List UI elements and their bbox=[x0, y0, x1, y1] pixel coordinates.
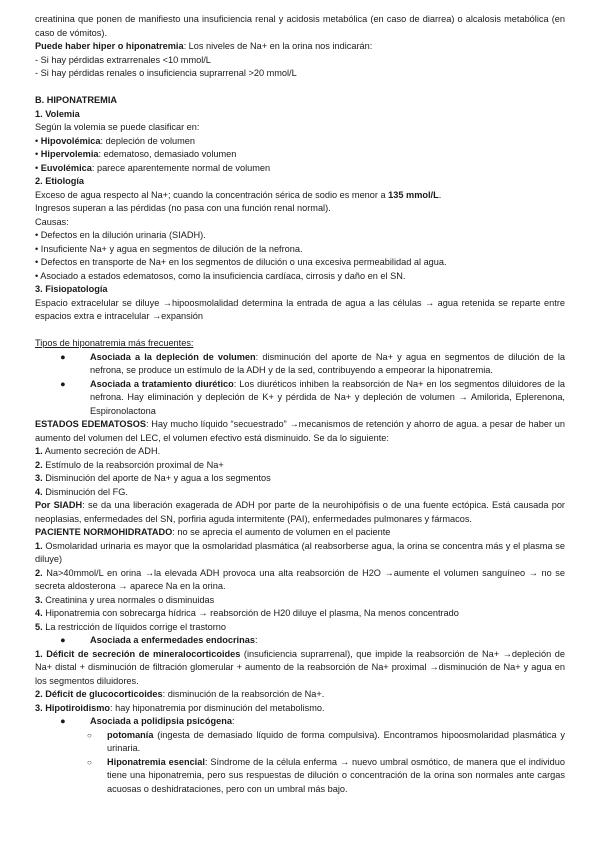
volemia-item-2-bold: Hipervolemia bbox=[40, 149, 99, 159]
tipo-item-2-bold: Asociada a tratamiento diurético bbox=[90, 378, 234, 389]
normo-item-5 bbox=[35, 621, 565, 635]
intro-paragraph bbox=[35, 13, 565, 40]
endocrinas-colon: : bbox=[254, 635, 258, 645]
etiologia-text: Exceso de agua respecto al Na+; cuando la concentración sérica de sodio es menor a bbox=[35, 189, 389, 200]
normo-item-1-text: Osmolaridad urinaria es mayor que la osmolaridad plasmática (al reabsorberse agua, la orina se concentra más y el plasma se diluye) bbox=[35, 540, 565, 564]
volemia-item-2-text: : edematoso, demasiado volumen bbox=[98, 149, 237, 159]
edematosos-item-3-num: 3. bbox=[35, 473, 43, 483]
bullet-icon: ● bbox=[60, 351, 66, 362]
causa-item-4-text: Asociado a estados edematosos, como la insuficiencia cardíaca, cirrosis y daño en el SN. bbox=[40, 270, 406, 281]
deficit-item-1-bold: 1. Déficit de secreción de mineralocorticoides bbox=[35, 648, 241, 659]
edematosos-bold: ESTADOS EDEMATOSOS bbox=[35, 419, 146, 429]
edematosos-text: : Hay mucho líquido “secuestrado” →mecanismos de retención y ahorro de agua. a pesar de haber un aumento del volumen del LEC, el volumen efectivo está disminuido. Se da lo siguiente: bbox=[35, 419, 565, 443]
normo-item-3-num: 3. bbox=[35, 594, 43, 605]
normo-item-4-num: 4. bbox=[35, 608, 43, 618]
tipo-item-1-bold: Asociada a la depleción de volumen bbox=[90, 351, 256, 362]
polidipsia-sub-1 bbox=[35, 729, 565, 756]
edematosos-item-4 bbox=[35, 486, 565, 500]
section-title: B. HIPONATREMIA bbox=[35, 95, 118, 105]
etiologia-line-2: Ingresos superan a las pérdidas (no pasa con una función renal normal). bbox=[35, 203, 331, 213]
extrarrenal-line: - Si hay pérdidas extrarrenales <10 mmol/L bbox=[35, 54, 211, 65]
polidipsia-sub-1-bold: potomanía bbox=[107, 729, 154, 740]
tipo-item-2 bbox=[35, 378, 565, 419]
normo-item-3 bbox=[35, 594, 565, 608]
causa-item-2: • Insuficiente Na+ y agua en segmentos de dilución de la nefrona. bbox=[35, 243, 303, 254]
endocrinas-bold: Asociada a enfermedades endocrinas bbox=[90, 635, 255, 645]
normo-item-3-text: Creatinina y urea normales o disminuidas bbox=[42, 594, 215, 605]
normo-item-4 bbox=[35, 607, 565, 621]
etiologia-heading: 2. Etiología bbox=[35, 176, 85, 186]
normo-item-4-text: Hiponatremia con sobrecarga hídrica → reabsorción de H20 diluye el plasma, Na menos concentrado bbox=[42, 608, 459, 618]
normohidratado-bold: PACIENTE NORMOHIDRATADO bbox=[35, 527, 173, 537]
volemia-item-2: • Hipervolemia: edematoso, demasiado volumen bbox=[35, 149, 237, 159]
normo-item-1-num: 1. bbox=[35, 540, 43, 551]
siadh-text: : se da una liberación exagerada de ADH por parte de la neurohipófisis o de una fuente ectópica. Está causada por neoplasias, enfermedades del SN, porfiria aguda intermitente (PAI), enfermedades pulmonares y fármacos. bbox=[35, 500, 565, 524]
normo-item-2-num: 2. bbox=[35, 567, 43, 578]
causa-item-3: • Defectos en transporte de Na+ en los segmentos de dilución o una excesiva permeabilidad al agua. bbox=[35, 257, 447, 267]
volemia-heading: 1. Volemia bbox=[35, 108, 80, 119]
edematosos-item-2-num: 2. bbox=[35, 459, 43, 470]
tipos-heading: Tipos de hiponatremia más frecuentes: bbox=[35, 338, 194, 348]
deficit-item-1-text: (insuficiencia suprarrenal), que impide la reabsorción de Na+ →depleción de Na+ distal + disminución de filtración glomerular + aumento de la reabsorción de Na+ proximal →disminución de Na+ y agua en los segmentos diluidores. bbox=[35, 648, 565, 686]
edematosos-item-4-num: 4. bbox=[35, 486, 43, 497]
polidipsia-sub-2-text: : Síndrome de la célula enferma → nuevo umbral osmótico, de manera que el individuo tiene una hiponatremia, pero sus respuestas de dilución o concentración de la orina son normales ante cargas acuosas o deshidrataciones, pero con un umbral más bajo. bbox=[107, 756, 566, 794]
causa-item-3-text: Defectos en transporte de Na+ en los segmentos de dilución o una excesiva permeabilidad al agua. bbox=[40, 257, 447, 267]
polidipsia-colon: : bbox=[231, 716, 235, 726]
normo-item-1 bbox=[35, 540, 565, 567]
intro-text: creatinina que ponen de manifiesto una insuficiencia renal y acidosis metabólica (en caso de diarrea) o alcalosis metabólica (en caso de vómitos). bbox=[35, 14, 565, 38]
edematosos-item-2-text: Estímulo de la reabsorción proximal de Na+ bbox=[42, 459, 224, 470]
normo-item-2-text: Na>40mmol/L en orina →la elevada ADH provoca una alta reabsorción de H2O →aumente el volumen sanguíneo → no se secreta aldosterona → aparece Na en la orina. bbox=[35, 567, 565, 591]
etiologia-line-1 bbox=[35, 189, 565, 203]
volemia-item-3-text: : parece aparentemente normal de volumen bbox=[91, 162, 271, 173]
bullet-icon: ● bbox=[60, 716, 66, 726]
edematosos-item-3 bbox=[35, 472, 565, 486]
circle-bullet-icon: ○ bbox=[87, 730, 92, 740]
bullet-icon: ● bbox=[60, 635, 66, 645]
volemia-item-3: • Euvolémica: parece aparentemente normal de volumen bbox=[35, 162, 271, 173]
endocrinas-item bbox=[35, 634, 565, 648]
polidipsia-bold: Asociada a polidipsia psicógena bbox=[90, 716, 232, 726]
deficit-item-3 bbox=[35, 702, 565, 716]
volemia-item-1: • Hipovolémica: depleción de volumen bbox=[35, 135, 196, 146]
circle-bullet-icon: ○ bbox=[87, 757, 92, 767]
normo-item-5-num: 5. bbox=[35, 621, 43, 632]
normohidratado-text: : no se aprecia el aumento de volumen en el paciente bbox=[172, 527, 391, 537]
deficit-item-2-bold: 2. Déficit de glucocorticoides bbox=[35, 689, 163, 699]
edematosos-paragraph bbox=[35, 418, 565, 445]
document-page bbox=[35, 13, 565, 796]
edematosos-item-2 bbox=[35, 459, 565, 473]
etiologia-end: . bbox=[438, 189, 442, 200]
volemia-item-1-bold: Hipovolémica bbox=[40, 135, 101, 146]
causa-item-1: • Defectos en la dilución urinaria (SIADH). bbox=[35, 230, 206, 240]
edematosos-item-1-num: 1. bbox=[35, 446, 43, 456]
volemia-item-1-text: : depleción de volumen bbox=[100, 135, 196, 146]
deficit-item-3-bold: 3. Hipotiroidismo bbox=[35, 702, 111, 713]
polidipsia-sub-2 bbox=[35, 756, 565, 797]
renal-line: - Si hay pérdidas renales o insuficiencia suprarrenal >20 mmol/L bbox=[35, 68, 297, 78]
deficit-item-2 bbox=[35, 688, 565, 702]
bullet-icon: ● bbox=[60, 378, 66, 389]
causas-label: Causas: bbox=[35, 216, 69, 227]
sodium-threshold: 135 mmol/L bbox=[388, 189, 439, 200]
deficit-item-1 bbox=[35, 648, 565, 689]
normohidratado-line bbox=[35, 526, 565, 540]
polidipsia-sub-1-text: (ingesta de demasiado líquido de forma compulsiva). Encontramos hipoosmolaridad plasmática y urinaria. bbox=[107, 729, 565, 753]
hiper-hipo-text: : Los niveles de Na+ en la orina nos indicarán: bbox=[183, 41, 373, 51]
siadh-paragraph bbox=[35, 499, 565, 526]
edematosos-item-1-text: Aumento secreción de ADH. bbox=[42, 446, 161, 456]
fisiopatologia-text: Espacio extracelular se diluye →hipoosmolalidad determina la entrada de agua a las células → agua retenida se reparte entre espacios extra e intracelular →expansión bbox=[35, 297, 565, 321]
deficit-item-3-text: : hay hiponatremia por disminución del metabolismo. bbox=[110, 702, 325, 713]
edematosos-item-1 bbox=[35, 445, 565, 459]
causa-item-2-text: Insuficiente Na+ y agua en segmentos de dilución de la nefrona. bbox=[40, 243, 303, 254]
volemia-item-3-bold: Euvolémica bbox=[40, 162, 92, 173]
tipo-item-1-text: : disminución del aporte de Na+ y agua en segmentos de dilución de la nefrona, se produce un estímulo de la ADH y de la sed, contribuyendo a empeorar la hiponatremia. bbox=[90, 351, 565, 375]
fisiopatologia-heading: 3. Fisiopatología bbox=[35, 284, 108, 294]
causa-item-4: • Asociado a estados edematosos, como la insuficiencia cardíaca, cirrosis y daño en el SN. bbox=[35, 270, 406, 281]
hiper-hipo-bold: Puede haber hiper o hiponatremia bbox=[35, 41, 184, 51]
tipo-item-1 bbox=[35, 351, 565, 378]
polidipsia-sub-2-bold: Hiponatremia esencial bbox=[107, 756, 205, 767]
siadh-bold: Por SIADH bbox=[35, 500, 83, 510]
tipo-item-2-text: : Los diuréticos inhiben la reabsorción de Na+ en los segmentos diluidores de la nefrona. Hay eliminación y depleción de K+ y pérdida de Na+ y depleción de volumen → Amilorida, Eplerenona, Espironolactona bbox=[90, 378, 565, 416]
hiper-hipo-line bbox=[35, 40, 565, 54]
normo-item-2 bbox=[35, 567, 565, 594]
polidipsia-item bbox=[35, 715, 565, 729]
deficit-item-2-text: : disminución de la reabsorción de Na+. bbox=[162, 689, 325, 699]
volemia-intro: Según la volemia se puede clasificar en: bbox=[35, 122, 200, 132]
normo-item-5-text: La restricción de líquidos corrige el trastorno bbox=[42, 621, 227, 632]
causa-item-1-text: Defectos en la dilución urinaria (SIADH). bbox=[40, 230, 206, 240]
edematosos-item-3-text: Disminución del aporte de Na+ y agua a los segmentos bbox=[42, 473, 271, 483]
edematosos-item-4-text: Disminución del FG. bbox=[42, 486, 128, 497]
